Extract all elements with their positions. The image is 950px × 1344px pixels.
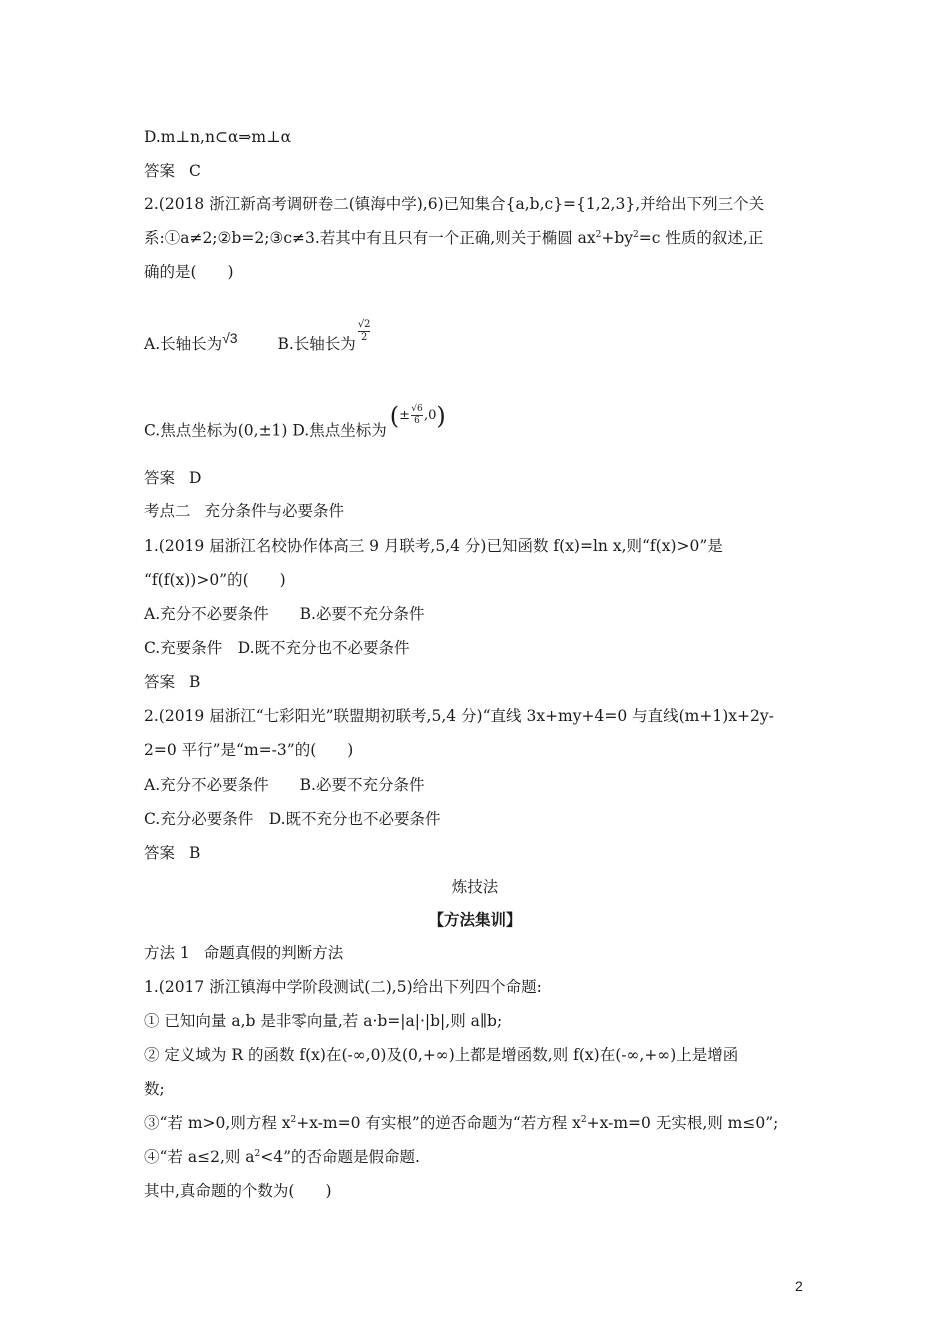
options-text: A.充分不必要条件 B.必要不充分条件 (144, 776, 425, 794)
superscript: 2 (595, 230, 602, 240)
question-text: +by (601, 229, 634, 247)
answer-line (144, 468, 201, 488)
coordinate-tail: ,0 (424, 407, 437, 423)
close-paren: ) (436, 401, 446, 430)
proposition-text: +x-m=0 无实根,则 m≤0”; (586, 1114, 779, 1132)
option-d-text: D.m⊥n,n⊂α⇒m⊥α (144, 128, 292, 146)
answer-label: 答案 (144, 673, 176, 691)
k2-options-cd (144, 809, 441, 829)
question-text: 其中,真命题的个数为( ) (144, 1182, 332, 1200)
focus-coordinate-formula (389, 401, 446, 430)
k1-line-1 (144, 536, 723, 556)
proposition-text: ③“若 m>0,则方程 x (144, 1114, 291, 1132)
option-d-line (144, 127, 291, 147)
options-cd-line (144, 401, 446, 441)
question-2-line-1 (144, 194, 764, 214)
plus-minus: ± (399, 407, 410, 423)
m1-prop-1 (144, 1011, 502, 1031)
answer-line (144, 672, 200, 692)
answer-line (144, 161, 201, 181)
fraction-denominator: 6 (414, 416, 420, 426)
answer-value: B (189, 844, 201, 862)
fraction-formula (411, 405, 423, 426)
section-subtitle: 【方法集训】 (428, 910, 522, 929)
superscript: 2 (580, 1115, 587, 1125)
option-d-text: D.焦点坐标为 (292, 421, 387, 440)
superscript: 2 (633, 230, 639, 240)
superscript: 2 (290, 1115, 297, 1125)
question-text: 1.(2017 浙江镇海中学阶段测试(二),5)给出下列四个命题: (144, 978, 542, 996)
question-text: 1.(2019 届浙江名校协作体高三 9 月联考,5,4 分)已知函数 f(x)=ln x,则“f(x)>0”是 (144, 537, 723, 555)
proposition-text: <4”的否命题是假命题. (260, 1148, 420, 1166)
m1-prop-2 (144, 1045, 738, 1065)
options-text: C.充分必要条件 D.既不充分也不必要条件 (144, 810, 441, 828)
question-text: “f(f(x))>0”的( ) (144, 571, 286, 589)
answer-value: D (189, 469, 202, 487)
question-text: 2.(2019 届浙江“七彩阳光”联盟期初联考,5,4 分)“直线 3x+my+4=0 与直线(m+1)x+2y- (144, 707, 774, 725)
topic-heading (144, 501, 344, 521)
k2-line-1 (144, 706, 774, 726)
option-c-text: C.焦点坐标为(0,±1) (144, 421, 288, 440)
page-number: 2 (795, 1278, 803, 1294)
method-label: 方法 1 (144, 944, 190, 962)
k2-options-ab (144, 775, 424, 795)
option-b-text: B.长轴长为 (277, 335, 356, 353)
k1-line-2 (144, 570, 286, 590)
topic-title: 充分条件与必要条件 (204, 502, 345, 520)
question-text: 2.(2018 浙江新高考调研卷二(镇海中学),6)已知集合{a,b,c}={1,2,3},并给出下列三个关 (144, 195, 765, 213)
answer-label: 答案 (144, 162, 176, 180)
answer-value: B (189, 673, 201, 691)
topic-label: 考点二 (144, 502, 191, 520)
m1-prop-4 (144, 1147, 420, 1167)
sqrt3-formula: √3 (222, 330, 238, 346)
answer-value: C (189, 162, 201, 180)
k1-options-ab (144, 604, 424, 624)
question-text: =c 性质的叙述,正 (638, 229, 764, 247)
fraction-formula (358, 320, 371, 343)
options-text: A.充分不必要条件 B.必要不充分条件 (144, 605, 425, 623)
superscript: 2 (254, 1149, 261, 1159)
open-paren: ( (389, 401, 400, 430)
method-heading (144, 943, 343, 963)
k2-line-2 (144, 740, 353, 760)
m1-prop-3 (144, 1113, 778, 1133)
question-2-line-2 (144, 228, 763, 248)
proposition-text: ④“若 a≤2,则 a (144, 1148, 255, 1166)
question-text: 2=0 平行”是“m=-3”的( ) (144, 741, 354, 759)
answer-label: 答案 (144, 469, 176, 487)
m1-last (144, 1181, 332, 1201)
question-2-line-3 (144, 262, 234, 282)
m1-prop-2b (144, 1079, 165, 1099)
question-text: 确的是( ) (144, 263, 234, 281)
proposition-text: +x-m=0 有实根”的逆否命题为“若方程 x (296, 1114, 581, 1132)
proposition-text: ② 定义域为 R 的函数 f(x)在(-∞,0)及(0,+∞)上都是增函数,则 f(x)在(-∞,+∞)上是增函 (144, 1046, 739, 1064)
answer-label: 答案 (144, 844, 176, 862)
section-title: 炼技法 (451, 878, 499, 896)
fraction-numerator: √2 (357, 319, 371, 330)
proposition-text: ① 已知向量 a,b 是非零向量,若 a·b=|a|·|b|,则 a∥b; (144, 1012, 503, 1030)
answer-line (144, 843, 200, 863)
k1-options-cd (144, 638, 410, 658)
options-ab-line (144, 319, 371, 365)
proposition-text: 数; (144, 1080, 165, 1098)
options-text: C.充要条件 D.既不充分也不必要条件 (144, 639, 410, 657)
method-title: 命题真假的判断方法 (203, 944, 344, 962)
fraction-denominator: 2 (360, 332, 368, 343)
m1-line-1 (144, 977, 542, 997)
question-text: 系:①a≠2;②b=2;③c≠3.若其中有且只有一个正确,则关于椭圆 ax (144, 229, 596, 247)
fraction-numerator: √6 (411, 404, 423, 414)
option-a-text: A.长轴长为 (144, 335, 223, 353)
